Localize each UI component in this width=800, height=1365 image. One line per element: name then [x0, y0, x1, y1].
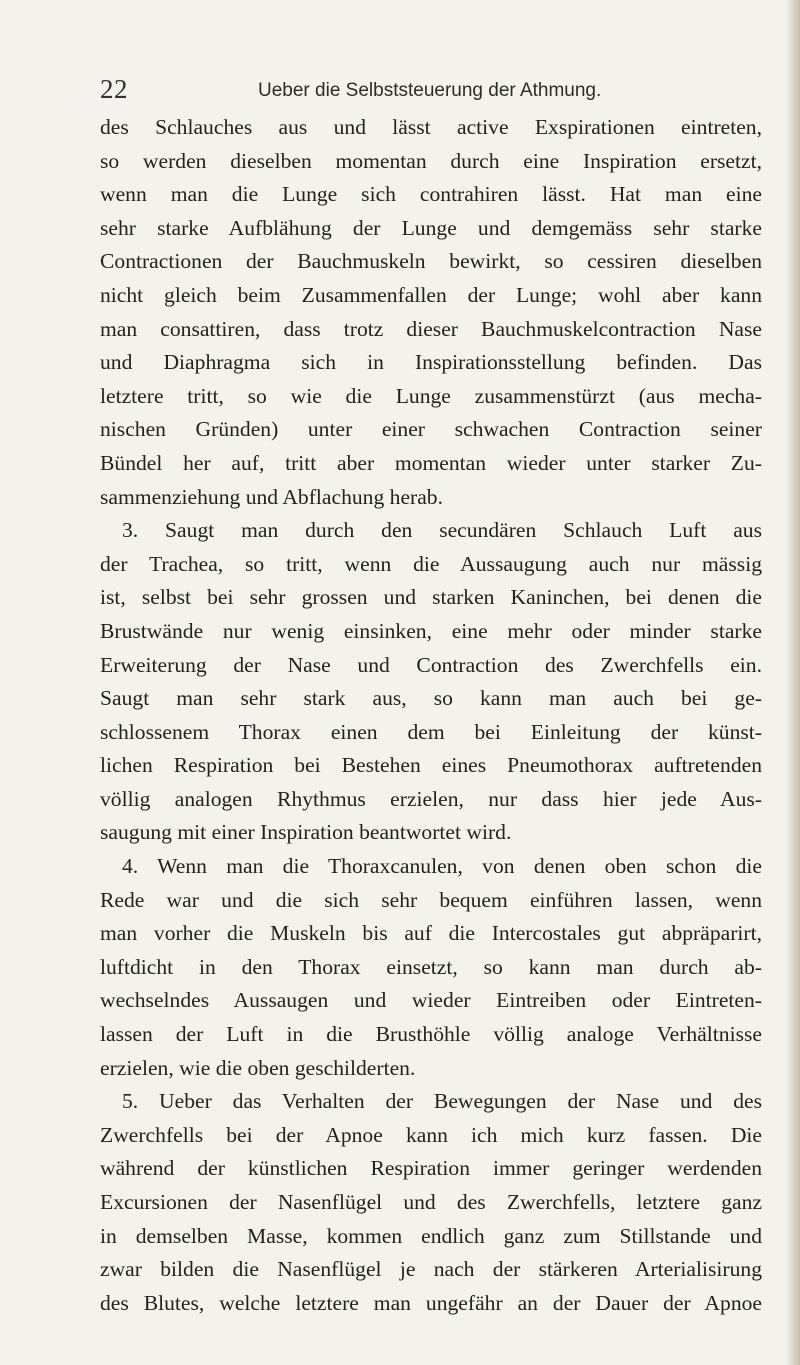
page-number: 22 — [100, 74, 128, 104]
text-line: ist, selbst bei sehr grossen und starken Kaninchen, bei denen die — [100, 585, 762, 610]
text-line: zwar bilden die Nasenflügel je nach der stärkeren Arterialisirung — [100, 1257, 762, 1282]
text-line: so werden dieselben momentan durch eine Inspiration ersetzt, — [100, 148, 762, 173]
text-line: während der künstlichen Respiration immer geringer werdenden — [100, 1156, 762, 1181]
text-line: wenn man die Lunge sich contrahiren lässt. Hat man eine — [100, 182, 762, 207]
text-line: schlossenem Thorax einen dem bei Einleitung der künst- — [100, 719, 762, 744]
text-line: sehr starke Aufblähung der Lunge und demgemäss sehr starke — [100, 215, 762, 240]
text-line: der Trachea, so tritt, wenn die Aussaugung auch nur mässig — [100, 551, 762, 576]
text-line: Bündel her auf, tritt aber momentan wieder unter starker Zu- — [100, 450, 762, 475]
text-line: man vorher die Muskeln bis auf die Intercostales gut abpräparirt, — [100, 921, 762, 946]
text-line: Contractionen der Bauchmuskeln bewirkt, so cessiren dieselben — [100, 249, 762, 274]
text-line: erzielen, wie die oben geschilderten. — [100, 1055, 416, 1080]
text-line: luftdicht in den Thorax einsetzt, so kann man durch ab- — [100, 954, 762, 979]
page-header — [100, 74, 760, 108]
text-line: in demselben Masse, kommen endlich ganz zum Stillstande und — [100, 1223, 762, 1248]
text-line: des Blutes, welche letztere man ungefähr an der Dauer der Apnoe — [100, 1290, 762, 1315]
page-edge-shadow — [786, 0, 800, 1365]
text-line: lassen der Luft in die Brusthöhle völlig analoge Verhältnisse — [100, 1022, 762, 1047]
text-line: 5. Ueber das Verhalten der Bewegungen der Nase und des — [122, 1089, 762, 1114]
text-line: 3. Saugt man durch den secundären Schlauch Luft aus — [122, 518, 762, 543]
text-line: völlig analogen Rhythmus erzielen, nur dass hier jede Aus- — [100, 786, 762, 811]
body-text — [100, 111, 762, 1320]
text-line: Rede war und die sich sehr bequem einführen lassen, wenn — [100, 887, 762, 912]
text-line: nischen Gründen) unter einer schwachen Contraction seiner — [100, 417, 762, 442]
running-head: Ueber die Selbststeuerung der Athmung. — [258, 80, 602, 101]
text-line: nicht gleich beim Zusammenfallen der Lunge; wohl aber kann — [100, 282, 762, 307]
text-line: lichen Respiration bei Bestehen eines Pneumothorax auftretenden — [100, 753, 762, 778]
text-line: Brustwände nur wenig einsinken, eine mehr oder minder starke — [100, 618, 762, 643]
text-line: Zwerchfells bei der Apnoe kann ich mich kurz fassen. Die — [100, 1122, 762, 1147]
text-line: sammenziehung und Abflachung herab. — [100, 484, 444, 509]
text-line: des Schlauches aus und lässt active Exspirationen eintreten, — [100, 115, 762, 139]
text-line: Excursionen der Nasenflügel und des Zwerchfells, letztere ganz — [100, 1190, 762, 1214]
text-line: 4. Wenn man die Thoraxcanulen, von denen oben schon die — [122, 854, 762, 879]
text-line: man consattiren, dass trotz dieser Bauchmuskelcontraction Nase — [100, 316, 762, 341]
text-line: Saugt man sehr stark aus, so kann man auch bei ge- — [100, 686, 762, 711]
text-line: wechselndes Aussaugen und wieder Eintreiben oder Eintreten- — [100, 988, 762, 1013]
text-line: und Diaphragma sich in Inspirationsstellung befinden. Das — [100, 350, 762, 375]
text-line: saugung mit einer Inspiration beantwortet wird. — [100, 820, 512, 845]
text-line: Erweiterung der Nase und Contraction des Zwerchfells ein. — [100, 652, 762, 677]
text-line: letztere tritt, so wie die Lunge zusammenstürzt (aus mecha- — [100, 383, 762, 408]
